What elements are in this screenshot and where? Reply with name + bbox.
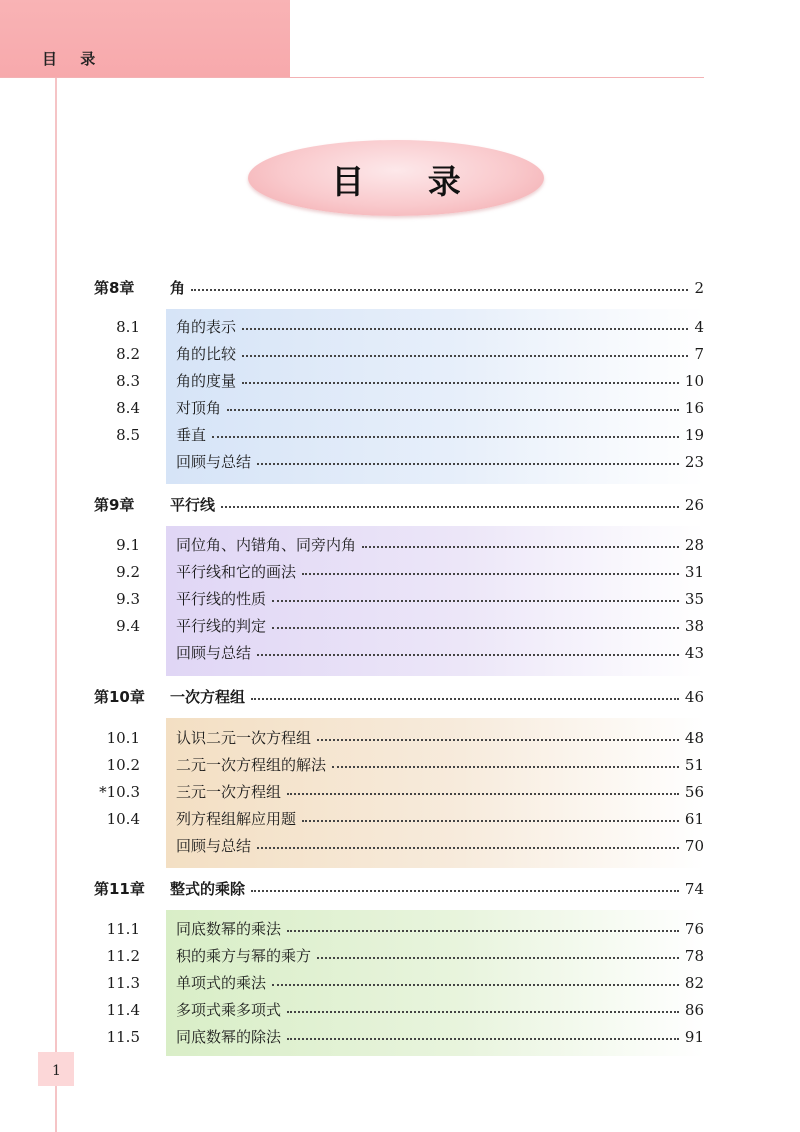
chapter-number: 第10章	[94, 688, 145, 706]
section-number: 9.4	[116, 617, 140, 635]
section-title: 同底数幂的除法	[176, 1028, 282, 1046]
section-number: 11.5	[106, 1028, 140, 1046]
section-title: 平行线和它的画法	[176, 563, 297, 581]
toc-section[interactable]	[0, 754, 800, 776]
toc-section[interactable]	[0, 451, 800, 473]
page-number: 1	[52, 1063, 61, 1079]
page-ref: 86	[684, 1001, 704, 1019]
page-ref: 31	[684, 563, 704, 581]
toc-chapter-11[interactable]	[0, 878, 800, 900]
dot-leader	[257, 463, 679, 465]
section-title: 平行线的性质	[176, 590, 267, 608]
dot-leader	[287, 1038, 679, 1040]
toc-section[interactable]	[0, 397, 800, 419]
dot-leader	[272, 600, 679, 602]
chapter-number: 第11章	[94, 880, 145, 898]
section-number: 11.3	[106, 974, 140, 992]
section-number: 10.2	[106, 756, 140, 774]
section-title: 对顶角	[176, 399, 222, 417]
toc-section[interactable]	[0, 945, 800, 967]
page-ref: 4	[694, 318, 704, 336]
chapter-title: 一次方程组	[170, 688, 246, 706]
dot-leader	[257, 654, 679, 656]
toc-section[interactable]	[0, 316, 800, 338]
dot-leader	[251, 698, 679, 700]
section-number: 11.2	[106, 947, 140, 965]
toc-section[interactable]	[0, 424, 800, 446]
toc-section[interactable]	[0, 835, 800, 857]
section-title: 垂直	[176, 426, 207, 444]
toc-section[interactable]	[0, 972, 800, 994]
dot-leader	[221, 506, 679, 508]
chapter-title: 整式的乘除	[170, 880, 246, 898]
section-title: 角的度量	[176, 372, 237, 390]
section-number: 10.1	[106, 729, 140, 747]
dot-leader	[287, 793, 679, 795]
section-title: 回顾与总结	[176, 837, 252, 855]
toc-section[interactable]	[0, 727, 800, 749]
section-number: 10.4	[106, 810, 140, 828]
page-ref: 48	[684, 729, 704, 747]
toc-section[interactable]	[0, 781, 800, 803]
page-ref: 76	[684, 920, 704, 938]
dot-leader	[257, 847, 679, 849]
dot-leader	[302, 573, 679, 575]
chapter-number: 第9章	[94, 496, 135, 514]
chapter-number: 第8章	[94, 279, 135, 297]
section-title: 单项式的乘法	[176, 974, 267, 992]
section-title: 回顾与总结	[176, 453, 252, 471]
chapter-title: 角	[170, 279, 186, 297]
dot-leader	[287, 1011, 679, 1013]
page-ref: 26	[684, 496, 704, 514]
page-ref: 91	[684, 1028, 704, 1046]
dot-leader	[272, 627, 679, 629]
dot-leader	[272, 984, 679, 986]
toc-section[interactable]	[0, 1026, 800, 1048]
dot-leader	[212, 436, 679, 438]
section-number: 8.2	[116, 345, 140, 363]
page-ref: 28	[684, 536, 704, 554]
page-ref: 19	[684, 426, 704, 444]
dot-leader	[227, 409, 679, 411]
section-number: 8.1	[116, 318, 140, 336]
page-ref: 61	[684, 810, 704, 828]
dot-leader	[191, 289, 688, 291]
section-number: 8.5	[116, 426, 140, 444]
toc-section[interactable]	[0, 588, 800, 610]
section-number: 8.3	[116, 372, 140, 390]
section-title: 三元一次方程组	[176, 783, 282, 801]
page-ref: 74	[684, 880, 704, 898]
section-number: 9.2	[116, 563, 140, 581]
page-ref: 56	[684, 783, 704, 801]
toc-section[interactable]	[0, 808, 800, 830]
page-ref: 35	[684, 590, 704, 608]
running-header: 目 录	[42, 50, 105, 68]
toc-section[interactable]	[0, 642, 800, 664]
dot-leader	[251, 890, 679, 892]
dot-leader	[242, 355, 688, 357]
section-title: 认识二元一次方程组	[176, 729, 312, 747]
page-title: 目 录	[331, 162, 487, 201]
section-title: 角的比较	[176, 345, 237, 363]
section-title: 列方程组解应用题	[176, 810, 297, 828]
dot-leader	[302, 820, 679, 822]
section-number: 8.4	[116, 399, 140, 417]
toc-section[interactable]	[0, 370, 800, 392]
chapter-title: 平行线	[170, 496, 216, 514]
page-ref: 38	[684, 617, 704, 635]
section-title: 同位角、内错角、同旁内角	[176, 536, 357, 554]
page-ref: 10	[684, 372, 704, 390]
section-title: 角的表示	[176, 318, 237, 336]
dot-leader	[317, 739, 679, 741]
page-ref: 16	[684, 399, 704, 417]
page-ref: 51	[684, 756, 704, 774]
section-number: 9.1	[116, 536, 140, 554]
toc-chapter-9[interactable]	[0, 494, 800, 516]
section-number: *10.3	[99, 783, 140, 801]
section-number: 9.3	[116, 590, 140, 608]
page-ref: 43	[684, 644, 704, 662]
section-title: 平行线的判定	[176, 617, 267, 635]
page-ref: 82	[684, 974, 704, 992]
toc-section[interactable]	[0, 999, 800, 1021]
toc-chapter-8[interactable]	[0, 277, 800, 299]
page-ref: 46	[684, 688, 704, 706]
section-title: 同底数幂的乘法	[176, 920, 282, 938]
header-rule	[0, 77, 704, 78]
toc-section[interactable]	[0, 343, 800, 365]
page-ref: 2	[694, 279, 704, 297]
toc-section[interactable]	[0, 615, 800, 637]
dot-leader	[332, 766, 679, 768]
dot-leader	[317, 957, 679, 959]
page-ref: 23	[684, 453, 704, 471]
dot-leader	[242, 382, 679, 384]
section-title: 多项式乘多项式	[176, 1001, 282, 1019]
section-title: 二元一次方程组的解法	[176, 756, 327, 774]
toc-section[interactable]	[0, 561, 800, 583]
section-number: 11.4	[106, 1001, 140, 1019]
page-ref: 7	[694, 345, 704, 363]
toc-chapter-10[interactable]	[0, 686, 800, 708]
dot-leader	[242, 328, 688, 330]
section-title: 积的乘方与幂的乘方	[176, 947, 312, 965]
page-ref: 78	[684, 947, 704, 965]
dot-leader	[287, 930, 679, 932]
section-title: 回顾与总结	[176, 644, 252, 662]
toc-section[interactable]	[0, 534, 800, 556]
toc-section[interactable]	[0, 918, 800, 940]
page-ref: 70	[684, 837, 704, 855]
dot-leader	[362, 546, 679, 548]
section-number: 11.1	[106, 920, 140, 938]
